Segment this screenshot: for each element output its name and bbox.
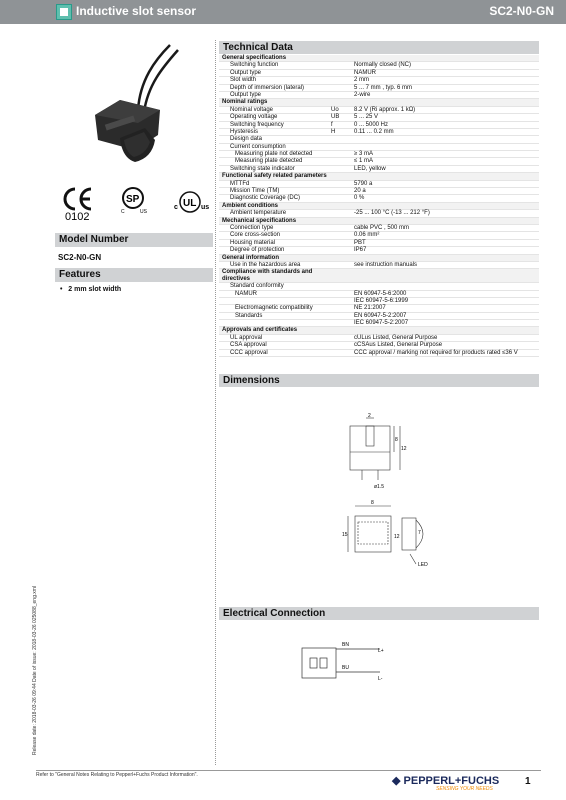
column-divider	[215, 40, 217, 765]
spec-label: Measuring plate detected	[235, 158, 303, 165]
spec-value: Normally closed (NC)	[354, 62, 412, 69]
spec-label: Output type	[230, 69, 262, 76]
header-bar	[0, 0, 566, 24]
ul-logo-icon	[174, 192, 209, 212]
spec-value: 2 mm	[354, 77, 369, 84]
spec-value: NAMUR	[354, 69, 376, 76]
spec-label: General specifications	[222, 55, 287, 61]
spec-label: Standards	[235, 312, 263, 319]
spec-label: Design data	[230, 136, 263, 143]
spec-value: IEC 60947-5-2:2007	[354, 320, 409, 327]
svg-text:L-: L-	[378, 676, 383, 682]
spec-label: Output type	[230, 91, 262, 98]
spec-symbol: f	[331, 121, 333, 128]
spec-value: 5 ... 7 mm , typ. 6 mm	[354, 84, 413, 91]
svg-text:us: us	[201, 204, 210, 211]
svg-text:8: 8	[371, 500, 374, 506]
features-heading: Features	[55, 268, 213, 282]
spec-row	[219, 232, 539, 239]
spec-value: -25 ... 100 °C (-13 ... 212 °F)	[354, 210, 430, 217]
spec-label: Standard conformity	[230, 283, 284, 290]
page-title: Inductive slot sensor	[76, 4, 197, 18]
spec-label: Slot width	[230, 77, 257, 84]
spec-row	[219, 77, 539, 84]
spec-row	[219, 262, 539, 269]
spec-label: Ambient temperature	[230, 210, 287, 217]
spec-row	[219, 107, 539, 114]
svg-text:12: 12	[401, 446, 407, 452]
svg-text:2: 2	[368, 413, 371, 419]
dimensions-heading: Dimensions	[219, 374, 539, 387]
spec-row	[219, 210, 539, 217]
spec-row	[219, 62, 539, 69]
spec-value: IP67	[354, 247, 367, 254]
spec-row	[219, 166, 539, 173]
spec-row	[219, 342, 539, 349]
spec-label: Mission Time (TM)	[230, 188, 280, 195]
svg-text:12: 12	[394, 534, 400, 540]
product-photo	[60, 40, 190, 170]
spec-row	[219, 335, 539, 342]
spec-row	[219, 92, 539, 99]
spec-category-row	[219, 173, 539, 180]
spec-value: ≥ 3 mA	[354, 151, 373, 158]
svg-text:c: c	[174, 204, 178, 211]
spec-row	[219, 144, 539, 151]
svg-text:US: US	[140, 209, 147, 215]
spec-label: Nominal ratings	[222, 99, 268, 106]
technical-data-heading: Technical Data	[219, 41, 539, 54]
spec-label: UL approval	[230, 334, 263, 341]
spec-value: cULus Listed, General Purpose	[354, 334, 438, 341]
svg-text:C: C	[121, 209, 125, 215]
spec-value: 2-wire	[354, 91, 371, 98]
spec-symbol: H	[331, 128, 336, 135]
page-number: 1	[525, 776, 531, 787]
svg-text:BU: BU	[342, 665, 349, 671]
spec-value: 0.11 ... 0.2 mm	[354, 128, 394, 135]
spec-symbol: Uo	[331, 106, 339, 113]
spec-label: Housing material	[230, 239, 276, 246]
brand-tagline: SENSING YOUR NEEDS	[436, 786, 493, 792]
spec-label: CCC approval	[230, 349, 268, 356]
spec-value: 0 %	[354, 195, 365, 202]
spec-row	[219, 85, 539, 92]
ce-mark-icon	[65, 189, 91, 223]
spec-row	[219, 158, 539, 165]
svg-text:8: 8	[395, 437, 398, 443]
spec-row	[219, 151, 539, 158]
spec-row	[219, 225, 539, 232]
model-number-heading: Model Number	[55, 233, 213, 247]
spec-label: Current consumption	[230, 143, 286, 150]
brand-logo: ◆ PEPPERL+FUCHS	[392, 775, 500, 787]
spec-symbol: UB	[331, 114, 340, 121]
spec-label: Approvals and certificates	[222, 327, 298, 334]
spec-row	[219, 283, 539, 290]
spec-label: Degree of protection	[230, 247, 285, 254]
spec-label: Measuring plate not detected	[235, 151, 313, 158]
spec-category-row	[219, 255, 539, 262]
spec-label: Connection type	[230, 224, 274, 231]
spec-row	[219, 313, 539, 320]
spec-value: EN 60947-5-2:2007	[354, 312, 407, 319]
spec-label: Hysteresis	[230, 128, 259, 135]
spec-value: ≤ 1 mA	[354, 158, 373, 165]
spec-category-row	[219, 327, 539, 334]
feature-item: • 2 mm slot width	[60, 286, 122, 293]
release-info: Release date: 2018-03-26 09:44 Date of issue: 2018-03-26 025088_eng.xml	[32, 585, 38, 755]
spec-label: General information	[222, 254, 280, 261]
spec-value: LED, yellow	[354, 165, 386, 172]
svg-text:UL: UL	[183, 198, 197, 209]
spec-label: Core cross-section	[230, 232, 281, 239]
spec-row	[219, 195, 539, 202]
spec-value: cable PVC , 500 mm	[354, 224, 410, 231]
spec-row	[219, 350, 539, 357]
spec-label: Use in the hazardous area	[230, 261, 301, 268]
spec-value: 20 a	[354, 188, 366, 195]
svg-text:15: 15	[342, 532, 348, 538]
spec-row	[219, 305, 539, 312]
electrical-connection-heading: Electrical Connection	[219, 607, 539, 620]
spec-row	[219, 136, 539, 143]
spec-value: 5 ... 25 V	[354, 114, 379, 121]
spec-value: 0.06 mm²	[354, 232, 380, 239]
spec-category-row	[219, 218, 539, 225]
spec-label: MTTFd	[230, 180, 250, 187]
spec-label: Functional safety related parameters	[222, 173, 327, 180]
spec-label: Ambient conditions	[222, 202, 278, 209]
spec-value: PBT	[354, 239, 366, 246]
svg-text:BN: BN	[342, 642, 349, 648]
product-code: SC2-N0-GN	[489, 4, 554, 18]
svg-text:SP: SP	[126, 194, 140, 205]
spec-label: Switching frequency	[230, 121, 284, 128]
spec-value: IEC 60947-5-6:1999	[354, 297, 409, 304]
spec-value: CCC approval / marking not required for products rated ≤36 V	[354, 349, 518, 356]
spec-value: EN 60947-5-6:2000	[354, 290, 407, 297]
svg-text:L+: L+	[378, 648, 384, 654]
spec-row	[219, 291, 539, 298]
footer-divider	[36, 770, 541, 771]
spec-category-row	[219, 269, 539, 283]
spec-label: Mechanical specifications	[222, 217, 297, 224]
general-notes-reference: Refer to "General Notes Relating to Pepperl+Fuchs Product Information".	[36, 772, 198, 778]
spec-row	[219, 298, 539, 305]
spec-label: Compliance with standards and directives	[222, 269, 313, 282]
spec-label: NAMUR	[235, 290, 257, 297]
spec-category-row	[219, 99, 539, 106]
spec-row	[219, 188, 539, 195]
csa-logo-icon	[121, 188, 148, 215]
certification-logos	[55, 183, 215, 223]
spec-value: NE 21:2007	[354, 305, 386, 312]
spec-row	[219, 129, 539, 136]
spec-value: 5790 a	[354, 180, 373, 187]
spec-label: Operating voltage	[230, 114, 278, 121]
svg-text:7: 7	[418, 530, 421, 536]
spec-row	[219, 181, 539, 188]
model-number-value: SC2-N0-GN	[58, 253, 102, 262]
spec-label: Electromagnetic compatibility	[235, 305, 313, 312]
technical-data-table	[219, 55, 539, 357]
spec-label: Nominal voltage	[230, 106, 274, 113]
spec-label: Diagnostic Coverage (DC)	[230, 195, 301, 202]
spec-row	[219, 114, 539, 121]
spec-label: Switching function	[230, 62, 279, 69]
spec-value: 8.2 V (Ri approx. 1 kΩ)	[354, 106, 416, 113]
spec-value: 0 ... 5000 Hz	[354, 121, 389, 128]
spec-row	[219, 247, 539, 254]
dimension-drawing	[330, 408, 440, 568]
wiring-diagram	[300, 636, 410, 682]
spec-label: Depth of immersion (lateral)	[230, 84, 305, 91]
spec-row	[219, 240, 539, 247]
spec-row	[219, 122, 539, 129]
spec-value: cCSAus Listed, General Purpose	[354, 342, 443, 349]
header-logo-square	[56, 4, 72, 20]
spec-row	[219, 320, 539, 327]
spec-category-row	[219, 55, 539, 62]
spec-row	[219, 70, 539, 77]
spec-category-row	[219, 203, 539, 210]
spec-value: see instruction manuals	[354, 261, 418, 268]
svg-text:ø1.5: ø1.5	[374, 484, 385, 490]
spec-label: Switching state indicator	[230, 165, 295, 172]
spec-label: CSA approval	[230, 342, 267, 349]
ce-number: 0102	[65, 211, 90, 223]
svg-text:LED: LED	[418, 562, 428, 568]
